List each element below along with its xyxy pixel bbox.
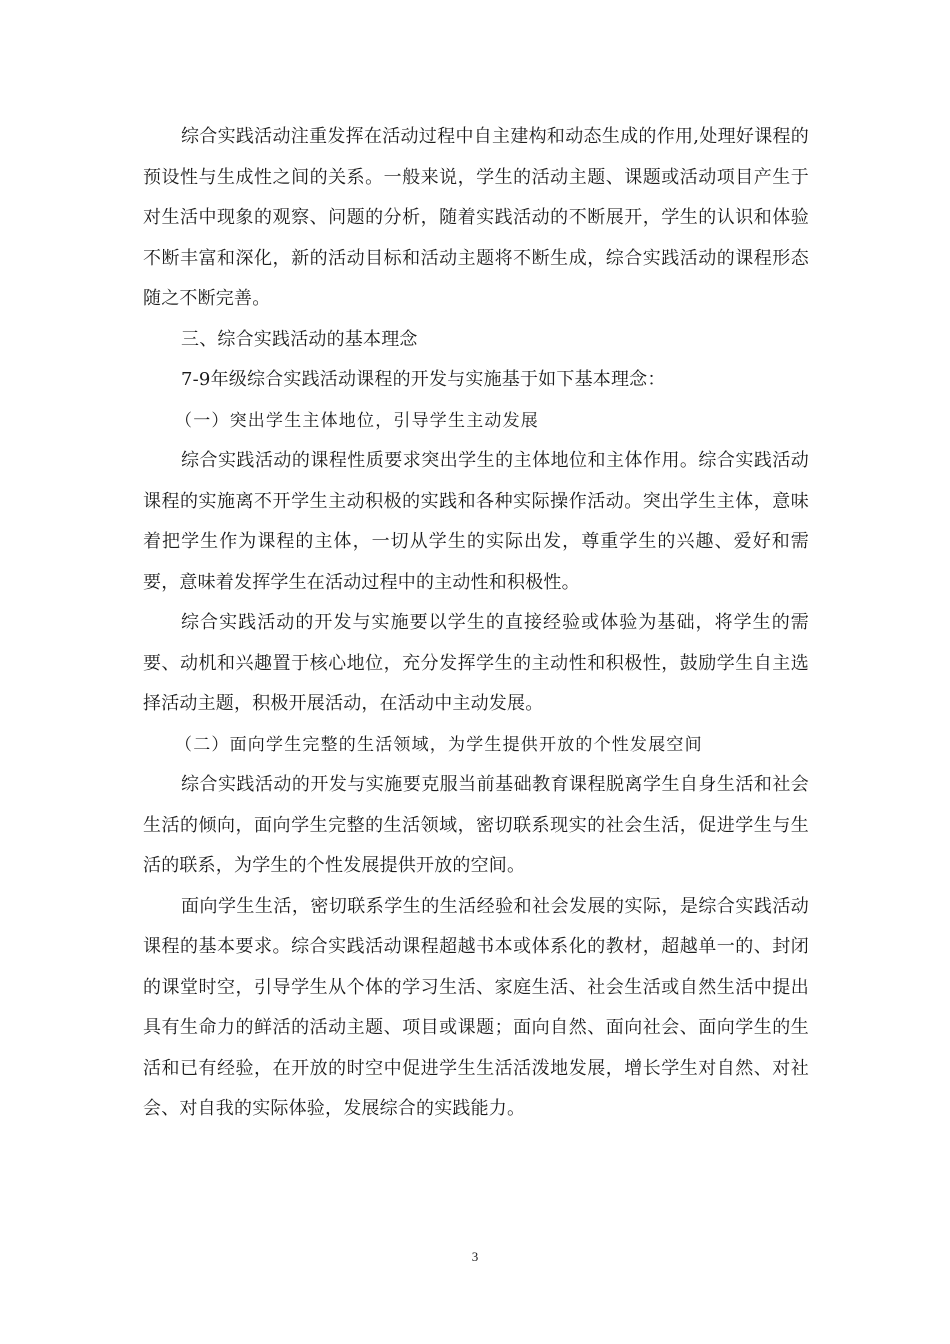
paragraph-intro-concepts: 7-9年级综合实践活动课程的开发与实施基于如下基本理念： (181, 369, 666, 390)
page-number: 3 (471, 1249, 479, 1264)
paragraph-life-domain: 综合实践活动的开发与实施要克服当前基础教育课程脱离学生自身生活和社会生活的倾向，面向学生完整的生活领域，密切联系现实的社会生活，促进学生与生活的联系，为学生的个性发展提供开放的空间。 (143, 774, 809, 876)
paragraph-student-life: 面向学生生活，密切联系学生的生活经验和社会发展的实际，是综合实践活动课程的基本要求。综合实践活动课程超越书本或体系化的教材，超越单一的、封闭的课堂时空，引导学生从个体的学习生活、家庭生活、社会生活或自然生活中提出具有生命力的鲜活的活动主题、项目或课题；面向自然、面向社会、面向学生的生活和已有经验，在开放的时空中促进学生生活活泼地发展，增长学生对自然、对社会、对自我的实际体验，发展综合的实践能力。 (143, 895, 809, 1119)
paragraph-student-subject: 综合实践活动的课程性质要求突出学生的主体地位和主体作用。综合实践活动课程的实施离不开学生主动积极的实践和各种实际操作活动。突出学生主体，意味着把学生作为课程的主体，一切从学生的实际出发，尊重学生的兴趣、爱好和需要，意味着发挥学生在活动过程中的主动性和积极性。 (143, 450, 809, 593)
section-heading-basic-concepts: 三、综合实践活动的基本理念 (181, 328, 418, 350)
subsection-heading-2: （二）面向学生完整的生活领域，为学生提供开放的个性发展空间 (175, 734, 703, 755)
paragraph-direct-experience: 综合实践活动的开发与实施要以学生的直接经验或体验为基础，将学生的需要、动机和兴趣置于核心地位，充分发挥学生的主动性和积极性，鼓励学生自主选择活动主题，积极开展活动，在活动中主动发展。 (143, 612, 809, 714)
subsection-heading-1: （一）突出学生主体地位，引导学生主动发展 (175, 410, 539, 431)
document-body (143, 117, 809, 1130)
paragraph-course-generation: 综合实践活动注重发挥在活动过程中自主建构和动态生成的作用,处理好课程的预设性与生成性之间的关系。一般来说，学生的活动主题、课题或活动项目产生于对生活中现象的观察、问题的分析，随着实践活动的不断展开，学生的认识和体验不断丰富和深化，新的活动目标和活动主题将不断生成，综合实践活动的课程形态随之不断完善。 (143, 126, 809, 309)
